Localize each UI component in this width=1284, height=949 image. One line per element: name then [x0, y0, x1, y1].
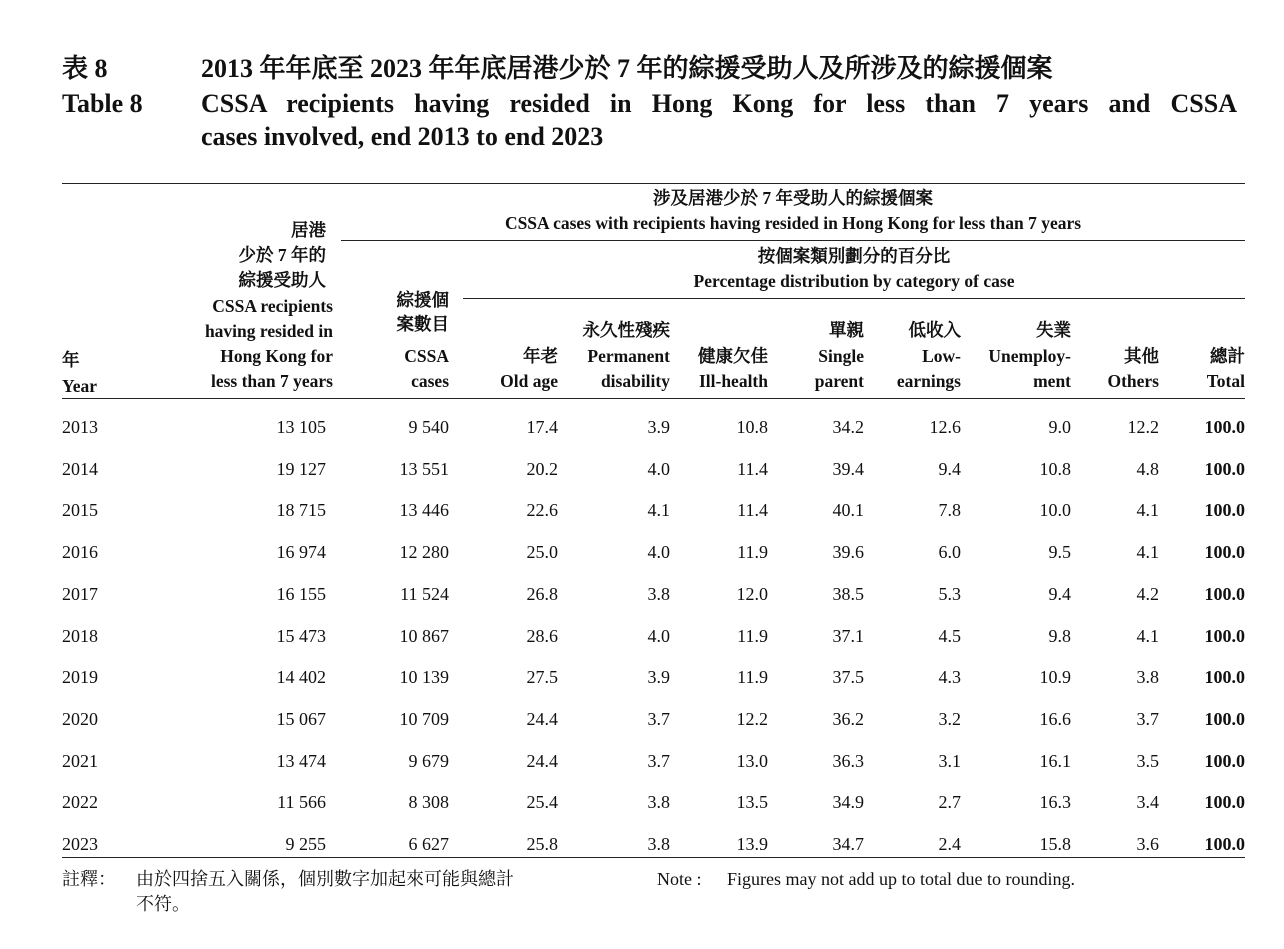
cell-recipients: 19 127	[276, 459, 326, 479]
cell-year: 2018	[62, 626, 98, 646]
cell-cases: 13 551	[399, 459, 449, 479]
single-parent-header-zh: 單親	[829, 320, 864, 340]
cell-year: 2016	[62, 542, 98, 562]
cell-permanent-disability: 3.9	[647, 667, 670, 687]
cell-total: 100.0	[1204, 626, 1245, 646]
old-age-header-en: Old age	[500, 371, 558, 391]
cell-total: 100.0	[1204, 792, 1245, 812]
cell-permanent-disability: 3.7	[647, 751, 670, 771]
cell-old-age: 27.5	[526, 667, 558, 687]
cell-recipients: 14 402	[276, 667, 326, 687]
cases-header-en-1: CSSA	[404, 346, 449, 366]
cell-total: 100.0	[1204, 459, 1245, 479]
cell-ill-health: 13.0	[736, 751, 768, 771]
recipients-header-en-3: Hong Kong for	[220, 346, 333, 366]
cell-year: 2015	[62, 500, 98, 520]
cell-old-age: 22.6	[526, 500, 558, 520]
cell-old-age: 20.2	[526, 459, 558, 479]
table-label-en: Table 8	[62, 89, 143, 118]
recipients-header-en-4: less than 7 years	[210, 371, 333, 391]
cell-ill-health: 11.9	[737, 542, 768, 562]
cell-low-earnings: 7.8	[938, 500, 961, 520]
cell-total: 100.0	[1204, 667, 1245, 687]
cell-total: 100.0	[1204, 709, 1245, 729]
cell-single-parent: 39.6	[832, 542, 864, 562]
old-age-header-zh: 年老	[523, 346, 558, 366]
group-header-rule	[341, 240, 1245, 241]
cell-year: 2023	[62, 834, 98, 854]
cases-header-zh-1: 綜援個	[396, 290, 449, 310]
total-header-zh: 總計	[1210, 346, 1245, 366]
cell-low-earnings: 2.7	[938, 792, 961, 812]
cell-total: 100.0	[1204, 751, 1245, 771]
cell-single-parent: 37.1	[832, 626, 864, 646]
cell-permanent-disability: 4.0	[647, 626, 670, 646]
cell-year: 2013	[62, 417, 98, 437]
cell-total: 100.0	[1204, 500, 1245, 520]
cell-unemployment: 16.1	[1039, 751, 1071, 771]
cell-recipients: 11 566	[277, 792, 326, 812]
cell-year: 2022	[62, 792, 98, 812]
permanent-disability-header-zh: 永久性殘疾	[582, 320, 670, 340]
table-label-zh: 表 8	[62, 54, 108, 83]
cell-cases: 12 280	[399, 542, 449, 562]
cell-low-earnings: 4.3	[938, 667, 961, 687]
table-title-text-en-line2: cases involved, end 2013 to end 2023	[201, 122, 604, 151]
recipients-header-en-2: having resided in	[204, 321, 333, 341]
cell-unemployment: 10.8	[1039, 459, 1071, 479]
others-header-en: Others	[1107, 371, 1159, 391]
cell-year: 2017	[62, 584, 98, 604]
unemployment-header-zh: 失業	[1036, 320, 1071, 340]
single-parent-header-en-2: parent	[814, 371, 864, 391]
cell-recipients: 13 474	[276, 751, 326, 771]
cell-old-age: 17.4	[526, 417, 558, 437]
cell-total: 100.0	[1204, 834, 1245, 854]
cell-recipients: 15 067	[276, 709, 326, 729]
cell-others: 3.6	[1136, 834, 1159, 854]
cell-unemployment: 15.8	[1039, 834, 1071, 854]
cell-unemployment: 9.4	[1048, 584, 1071, 604]
cell-others: 3.8	[1136, 667, 1159, 687]
cell-recipients: 15 473	[276, 626, 326, 646]
cell-others: 3.5	[1136, 751, 1159, 771]
ill-health-header-zh: 健康欠佳	[698, 346, 768, 366]
unemployment-header-en-2: ment	[1033, 371, 1071, 391]
cell-unemployment: 10.0	[1039, 500, 1071, 520]
cell-year: 2020	[62, 709, 98, 729]
cell-single-parent: 36.3	[832, 751, 864, 771]
cell-total: 100.0	[1204, 542, 1245, 562]
cases-header-en-2: cases	[411, 371, 449, 391]
cell-permanent-disability: 4.0	[647, 459, 670, 479]
cell-recipients: 13 105	[276, 417, 326, 437]
cell-cases: 13 446	[399, 500, 449, 520]
cell-single-parent: 36.2	[832, 709, 864, 729]
cell-others: 4.1	[1136, 542, 1159, 562]
cell-low-earnings: 4.5	[938, 626, 961, 646]
header-bottom-rule	[62, 398, 1245, 399]
recipients-header-zh-2: 少於 7 年的	[238, 245, 326, 265]
low-earnings-header-en-2: earnings	[896, 371, 961, 391]
unemployment-header-en-1: Unemploy-	[988, 346, 1071, 366]
cell-cases: 9 679	[408, 751, 449, 771]
cell-total: 100.0	[1204, 417, 1245, 437]
recipients-header-zh-1: 居港	[291, 220, 326, 240]
cases-header-zh-2: 案數目	[396, 314, 449, 334]
cell-single-parent: 37.5	[832, 667, 864, 687]
cell-low-earnings: 12.6	[929, 417, 961, 437]
cell-old-age: 25.8	[526, 834, 558, 854]
cell-permanent-disability: 3.9	[647, 417, 670, 437]
cell-permanent-disability: 3.8	[647, 584, 670, 604]
total-header-en: Total	[1206, 371, 1245, 391]
cell-old-age: 25.0	[526, 542, 558, 562]
subgroup-header-rule	[463, 298, 1245, 299]
cell-unemployment: 10.9	[1039, 667, 1071, 687]
cell-low-earnings: 3.1	[938, 751, 961, 771]
permanent-disability-header-en-1: Permanent	[587, 346, 670, 366]
table-title-text-zh: 2013 年年底至 2023 年年底居港少於 7 年的綜援受助人及所涉及的綜援個案	[201, 54, 1053, 83]
recipients-header-en-1: CSSA recipients	[212, 296, 333, 316]
note-text-zh-2: 不符。	[136, 894, 190, 914]
cell-permanent-disability: 4.0	[647, 542, 670, 562]
others-header-zh: 其他	[1124, 346, 1159, 366]
cell-single-parent: 38.5	[832, 584, 864, 604]
cell-cases: 6 627	[408, 834, 449, 854]
cell-low-earnings: 9.4	[938, 459, 961, 479]
cell-ill-health: 11.9	[737, 667, 768, 687]
cell-permanent-disability: 3.8	[647, 792, 670, 812]
cell-cases: 10 867	[399, 626, 449, 646]
cell-low-earnings: 5.3	[938, 584, 961, 604]
cell-cases: 10 709	[399, 709, 449, 729]
cell-low-earnings: 3.2	[938, 709, 961, 729]
cell-unemployment: 16.6	[1039, 709, 1071, 729]
cell-others: 4.2	[1136, 584, 1159, 604]
cell-others: 4.8	[1136, 459, 1159, 479]
cell-permanent-disability: 3.7	[647, 709, 670, 729]
cell-unemployment: 9.0	[1048, 417, 1071, 437]
cell-others: 3.4	[1136, 792, 1159, 812]
cell-single-parent: 39.4	[832, 459, 864, 479]
note-text-zh-1: 由於四捨五入關係，個別數字加起來可能與總計	[136, 869, 514, 889]
cell-year: 2019	[62, 667, 98, 687]
note-label-zh: 註釋：	[62, 869, 116, 889]
note-label-en: Note :	[657, 869, 702, 889]
cell-unemployment: 9.8	[1048, 626, 1071, 646]
cell-single-parent: 34.2	[832, 417, 864, 437]
cell-low-earnings: 2.4	[938, 834, 961, 854]
cell-single-parent: 40.1	[832, 500, 864, 520]
permanent-disability-header-en-2: disability	[600, 371, 670, 391]
group-header-en: CSSA cases with recipients having resided in Hong Kong for less than 7 years	[504, 213, 1082, 233]
ill-health-header-en: Ill-health	[698, 371, 768, 391]
single-parent-header-en-1: Single	[818, 346, 864, 366]
cell-year: 2014	[62, 459, 98, 479]
cell-permanent-disability: 4.1	[647, 500, 670, 520]
cell-old-age: 24.4	[526, 751, 558, 771]
note-text-en: Figures may not add up to total due to rounding.	[727, 869, 1075, 889]
cell-year: 2021	[62, 751, 98, 771]
cell-unemployment: 9.5	[1048, 542, 1071, 562]
cell-single-parent: 34.9	[832, 792, 864, 812]
table-top-rule	[62, 183, 1245, 184]
year-header-zh: 年	[62, 350, 80, 370]
table-title-text-en-line1: CSSA recipients having resided in Hong Kong for less than 7 years and CSSA	[201, 89, 1237, 118]
cell-old-age: 24.4	[526, 709, 558, 729]
cell-ill-health: 10.8	[736, 417, 768, 437]
cell-ill-health: 12.0	[736, 584, 768, 604]
cell-recipients: 18 715	[276, 500, 326, 520]
year-header-en: Year	[62, 376, 97, 396]
cell-ill-health: 12.2	[736, 709, 768, 729]
cell-ill-health: 13.5	[736, 792, 768, 812]
cell-unemployment: 16.3	[1039, 792, 1071, 812]
cell-others: 3.7	[1136, 709, 1159, 729]
low-earnings-header-en-1: Low-	[922, 346, 961, 366]
cell-cases: 11 524	[400, 584, 449, 604]
cell-low-earnings: 6.0	[938, 542, 961, 562]
cell-recipients: 9 255	[285, 834, 326, 854]
cell-cases: 10 139	[399, 667, 449, 687]
cell-cases: 9 540	[408, 417, 449, 437]
cell-old-age: 26.8	[526, 584, 558, 604]
cell-total: 100.0	[1204, 584, 1245, 604]
subgroup-header-zh: 按個案類別劃分的百分比	[757, 246, 951, 266]
cell-cases: 8 308	[408, 792, 449, 812]
cell-recipients: 16 155	[276, 584, 326, 604]
cell-ill-health: 11.4	[737, 459, 768, 479]
cell-others: 4.1	[1136, 626, 1159, 646]
cell-others: 4.1	[1136, 500, 1159, 520]
group-header-zh: 涉及居港少於 7 年受助人的綜援個案	[653, 188, 933, 208]
cell-ill-health: 11.9	[737, 626, 768, 646]
low-earnings-header-zh: 低收入	[908, 320, 961, 340]
cell-old-age: 25.4	[526, 792, 558, 812]
cell-ill-health: 11.4	[737, 500, 768, 520]
cell-recipients: 16 974	[276, 542, 326, 562]
cell-others: 12.2	[1127, 417, 1159, 437]
cell-single-parent: 34.7	[832, 834, 864, 854]
subgroup-header-en: Percentage distribution by category of case	[693, 271, 1015, 291]
cell-ill-health: 13.9	[736, 834, 768, 854]
cell-old-age: 28.6	[526, 626, 558, 646]
recipients-header-zh-3: 綜援受助人	[238, 270, 326, 290]
table-bottom-rule	[62, 857, 1245, 858]
cell-permanent-disability: 3.8	[647, 834, 670, 854]
